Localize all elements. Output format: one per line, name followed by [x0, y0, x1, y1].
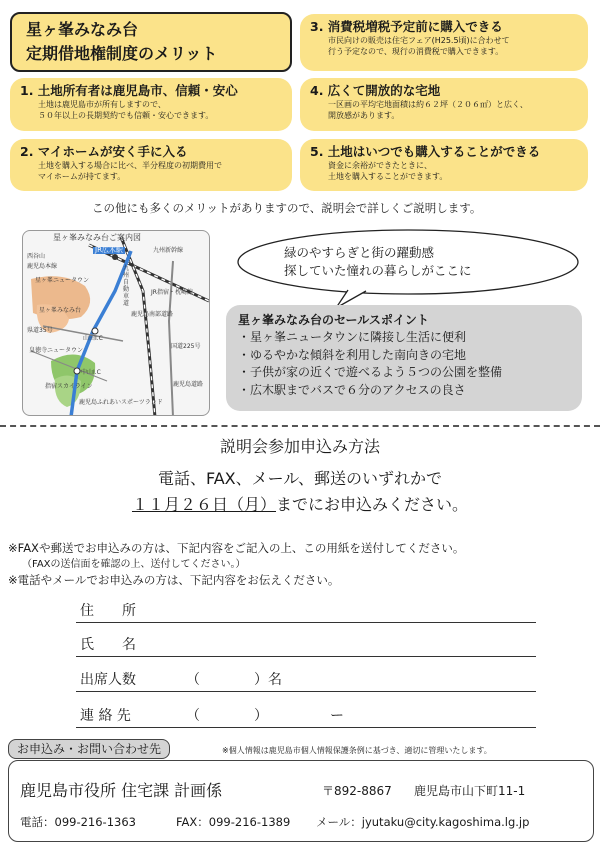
name-field[interactable]	[76, 656, 536, 657]
merit-2-body-1: 土地を購入する場合に比べ、半分程度の初期費用で	[38, 161, 222, 170]
map-label-yamada-ic: 山田I.C	[83, 335, 103, 342]
contact-email[interactable]: メール：jyutaku@city.kagoshima.lg.jp	[316, 815, 530, 829]
merit-3-body-2: 行う予定なので、現行の消費税で購入できます。	[328, 47, 504, 56]
application-line-2	[0, 492, 600, 515]
bubble-line-1: 緑のやすらぎと街の躍動感	[284, 245, 435, 260]
contact-badge: お申込み・お問い合わせ先	[8, 739, 170, 759]
application-title: 説明会参加申込み方法	[219, 437, 380, 456]
map-station-marker	[112, 254, 118, 260]
map-label-route35: 県道35号	[27, 327, 53, 334]
address-field[interactable]	[76, 622, 536, 623]
map-label-nakayama-ic: 中山I.C	[81, 369, 101, 376]
merit-3	[300, 14, 588, 71]
address-label: 住 所	[80, 603, 136, 619]
attendees-label: 出席人数	[80, 672, 136, 688]
merit-3-heading: 3. 消費税増税予定前に購入できる	[310, 19, 503, 34]
speech-bubble-tail-mask	[349, 288, 365, 289]
attendees-open: （	[186, 672, 200, 688]
merit-5-body-2: 土地を購入することができます。	[328, 172, 448, 181]
merit-3-body-1: 市民向けの販売は住宅フェア(H25.5頃)に合わせて	[328, 36, 510, 45]
map-title: 星ヶ峯みなみ台ご案内図	[53, 233, 141, 242]
map-label-hoshigamine-nt: 星ヶ峯ニュータウン	[35, 277, 90, 284]
map-label-kohtoh-nt: 皇徳寺ニュータウン	[29, 347, 84, 354]
merit-2	[10, 139, 292, 191]
map-label-minamidai: 星ヶ峯みなみ台	[39, 307, 82, 314]
note-fax: ※FAXや郵送でお申込みの方は、下記内容をご記入の上、この用紙を送付してください。	[8, 541, 465, 555]
explanation-note: この他にも多くのメリットがありますので、説明会で詳しくご説明します。	[92, 201, 482, 215]
attendees-field[interactable]	[76, 691, 536, 692]
title-line2: 定期借地権制度のメリット	[26, 44, 218, 63]
contact-fax[interactable]: FAX：099-216-1389	[176, 815, 291, 829]
merit-2-heading: 2. マイホームが安く手に入る	[20, 144, 188, 159]
merit-2-body-2: マイホームが持てます。	[38, 172, 126, 181]
sales-points-panel	[226, 305, 582, 411]
map-label-route225: 国道225号	[171, 343, 201, 350]
note-phone: ※電話やメールでお申込みの方は、下記内容をお伝えください。	[8, 573, 340, 587]
map-station-label: JR広木駅	[95, 246, 123, 254]
postal-code: 〒892-8867	[322, 784, 392, 798]
phone-open: （	[186, 708, 200, 724]
map-label-kagoshima-route: 鹿児島南部道路	[131, 311, 174, 318]
note-fax-sub: （FAXの送信面を確認の上、送付してください。）	[22, 559, 246, 570]
merit-5-body-1: 資金に余裕ができたときに、	[328, 161, 432, 170]
title-line1: 星ヶ峯みなみ台	[26, 20, 139, 39]
sales-point-4: ・広木駅までバスで６分のアクセスの良さ	[238, 382, 466, 397]
sales-point-3: ・子供が家の近くで遊べるよう５つの公園を整備	[238, 365, 503, 379]
phone-close: ）	[254, 708, 268, 724]
map-nakayama-ic-marker	[74, 368, 80, 374]
map-label-jr-line: JR指宿・枕崎線	[151, 289, 193, 296]
application-line-2-suffix: までにお申込みください。	[276, 495, 469, 514]
map-label-shinkansen: 九州新幹線	[153, 247, 184, 254]
office-address: 鹿児島市山下町11-1	[414, 784, 526, 798]
sales-point-2: ・ゆるやかな傾斜を利用した南向きの宅地	[238, 347, 467, 362]
sales-points-title: 星ヶ峯みなみ台のセールスポイント	[238, 313, 429, 327]
map-label-skyline: 指宿スカイライン	[45, 383, 93, 390]
merit-title-box	[10, 12, 292, 72]
application-deadline: １１月２６日（月）	[131, 495, 276, 514]
map-label-kagoshima-road: 鹿児島道路	[173, 381, 204, 388]
merit-1-heading: 1. 土地所有者は鹿児島市、信頼・安心	[20, 83, 238, 98]
merit-4-body-2: 開放感があります。	[328, 111, 400, 120]
name-label: 氏 名	[80, 637, 136, 653]
merit-4-heading: 4. 広くて開放的な宅地	[310, 83, 441, 98]
office-name: 鹿児島市役所 住宅課 計画係	[20, 781, 223, 800]
merit-4-body-1: 一区画の平均宅地面積は約６２坪（２０６㎡）と広く、	[328, 100, 528, 109]
phone-label: 連 絡 先	[80, 708, 131, 724]
map-label-fureai: 鹿児島ふれあいスポーツランド	[79, 399, 163, 406]
merit-4	[300, 78, 588, 131]
merit-1	[10, 78, 292, 131]
merit-1-body-1: 土地は鹿児島市が所有しますので、	[38, 100, 166, 109]
merit-5	[300, 139, 588, 191]
map-label-kagoshima-line: 鹿児島本線	[27, 263, 58, 270]
contact-phone[interactable]: 電話：099-216-1363	[20, 815, 136, 829]
map-label-expressway: 九州自動車道	[123, 265, 130, 307]
phone-dash: ー	[330, 708, 344, 724]
application-line-1: 電話、FAX、メール、郵送のいずれかで	[157, 469, 443, 488]
merit-5-heading: 5. 土地はいつでも購入することができる	[310, 144, 541, 159]
access-map	[22, 230, 210, 416]
attendees-close: ）名	[254, 672, 282, 688]
cut-line	[0, 425, 600, 427]
map-yamada-ic-marker	[92, 328, 98, 334]
bubble-line-2: 探していた憧れの暮らしがここに	[284, 263, 472, 278]
map-label-nishitaniyama: 西谷山	[27, 253, 46, 260]
phone-field[interactable]	[76, 727, 536, 728]
sales-point-1: ・星ヶ峯ニュータウンに隣接し生活に便利	[238, 330, 467, 344]
merit-1-body-2: ５０年以上の長期契約でも信頼・安心できます。	[38, 111, 214, 120]
privacy-note: ※個人情報は鹿児島市個人情報保護条例に基づき、適切に管理いたします。	[222, 746, 492, 755]
